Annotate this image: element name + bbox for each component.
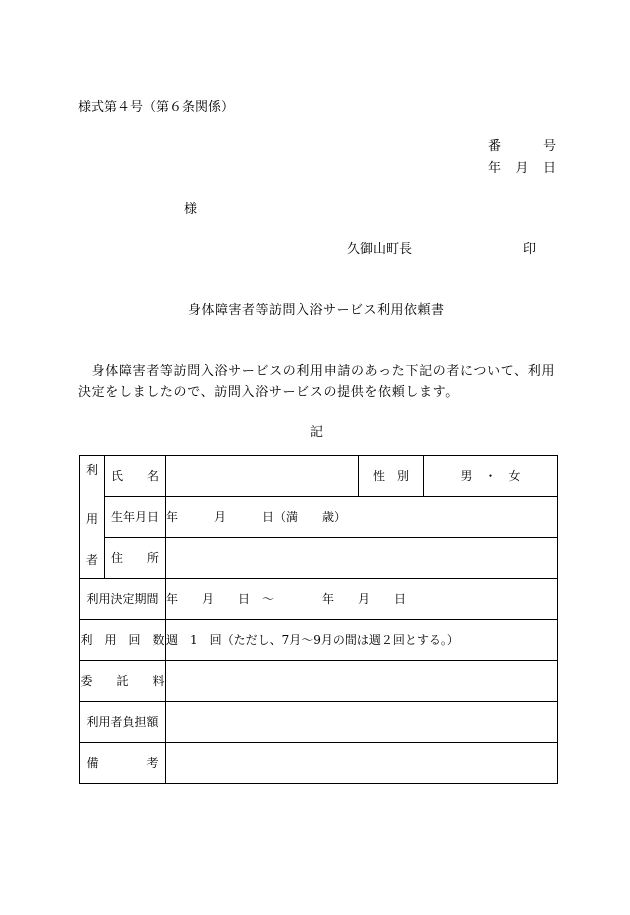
sex-value: 男 ・ 女 bbox=[424, 456, 558, 497]
sender-name: 久御山町長 bbox=[347, 242, 413, 257]
name-value-cell bbox=[166, 456, 359, 497]
table-row bbox=[80, 620, 558, 661]
address-value-cell bbox=[166, 538, 558, 579]
table-row bbox=[80, 743, 558, 784]
birth-date-value: 年 月 日（満 歳） bbox=[166, 497, 558, 538]
user-copay-label: 利用者負担額 bbox=[80, 702, 166, 743]
usage-period-value: 年 月 日 ～ 年 月 日 bbox=[166, 579, 558, 620]
applicant-label-char: 者 bbox=[85, 553, 98, 567]
commission-fee-label: 委 託 料 bbox=[80, 661, 166, 702]
addressee-honorific: 様 bbox=[184, 202, 198, 217]
usage-period-label: 利用決定期間 bbox=[80, 579, 166, 620]
ki-heading: 記 bbox=[310, 425, 324, 440]
seal-mark: 印 bbox=[523, 242, 537, 257]
applicant-label bbox=[80, 458, 104, 576]
user-copay-value-cell bbox=[166, 702, 558, 743]
birth-date-label: 生年月日 bbox=[105, 497, 166, 538]
document-number-label: 番 号 bbox=[488, 139, 557, 154]
table-row bbox=[80, 456, 558, 497]
document-title: 身体障害者等訪問入浴サービス利用依頼書 bbox=[188, 303, 445, 318]
body-line: 決定をしましたので、訪問入浴サービスの提供を依頼します。 bbox=[78, 385, 459, 400]
remarks-value-cell bbox=[166, 743, 558, 784]
request-details-table bbox=[79, 455, 558, 784]
form-number: 様式第４号（第６条関係） bbox=[78, 100, 235, 115]
usage-frequency-value: 週 1 回（ただし、7月～9月の間は週２回とする。） bbox=[166, 620, 558, 661]
applicant-label-char: 利 bbox=[85, 463, 98, 477]
address-label: 住 所 bbox=[105, 538, 166, 579]
sex-label: 性 別 bbox=[359, 456, 424, 497]
document-date-label: 年 月 日 bbox=[488, 161, 557, 176]
table-row bbox=[80, 497, 558, 538]
body-paragraph bbox=[78, 361, 556, 403]
applicant-label-char: 用 bbox=[85, 512, 98, 526]
usage-frequency-label: 利 用 回 数 bbox=[80, 620, 166, 661]
table-row bbox=[80, 538, 558, 579]
applicant-label-cell bbox=[80, 456, 105, 579]
commission-fee-value-cell bbox=[166, 661, 558, 702]
name-label: 氏 名 bbox=[105, 456, 166, 497]
table-row bbox=[80, 702, 558, 743]
remarks-label: 備 考 bbox=[80, 743, 166, 784]
table-row bbox=[80, 661, 558, 702]
table-row bbox=[80, 579, 558, 620]
body-line: 身体障害者等訪問入浴サービスの利用申請のあった下記の者について、利用 bbox=[91, 364, 556, 379]
